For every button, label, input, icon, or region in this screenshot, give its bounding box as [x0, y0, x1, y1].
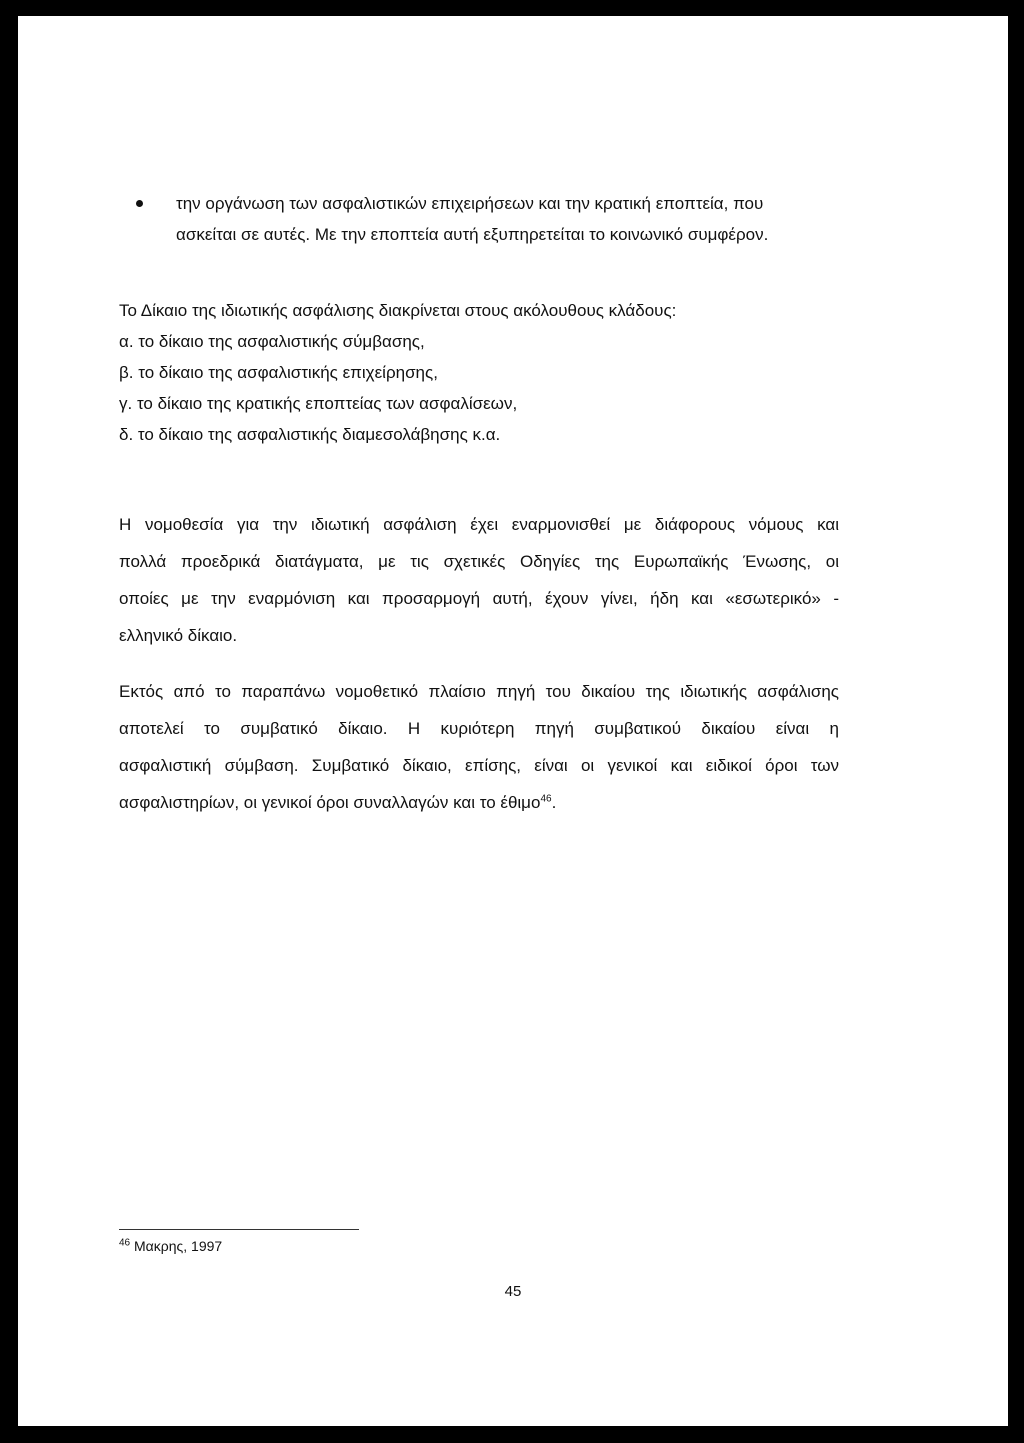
branches-list: [119, 295, 819, 450]
paragraph-line: ασφαλιστική σύμβαση. Συμβατικό δίκαιο, επίσης, είναι οι γενικοί και ειδικοί όροι των: [119, 756, 839, 775]
footnote-reference[interactable]: 46: [540, 793, 552, 805]
page-number: 45: [504, 1283, 522, 1300]
paragraph-legislation: [119, 506, 839, 654]
branch-item-d: δ. το δίκαιο της ασφαλιστικής διαμεσολάβησης κ.α.: [119, 425, 501, 444]
footnote-text: Μακρης, 1997: [134, 1238, 223, 1254]
paragraph-line: ελληνικό δίκαιο.: [119, 626, 238, 645]
branches-intro: Το Δίκαιο της ιδιωτικής ασφάλισης διακρίνεται στους ακόλουθους κλάδους:: [119, 301, 677, 320]
bullet-line-2: ασκείται σε αυτές. Με την εποπτεία αυτή εξυπηρετείται το κοινωνικό συμφέρον.: [176, 225, 769, 244]
branch-item-a: α. το δίκαιο της ασφαλιστικής σύμβασης,: [119, 332, 425, 351]
paragraph-line-text: ασφαλιστηρίων, οι γενικοί όροι συναλλαγών και το έθιμο: [119, 793, 541, 812]
bullet-line-1: την οργάνωση των ασφαλιστικών επιχειρήσεων και την κρατική εποπτεία, που: [176, 194, 764, 213]
paragraph-end-punctuation: .: [551, 793, 557, 812]
paragraph-line: πολλά προεδρικά διατάγματα, με τις σχετικές Οδηγίες της Ευρωπαϊκής Ένωσης, οι: [119, 552, 839, 571]
bullet-item: [176, 188, 856, 250]
footnote: [119, 1238, 222, 1254]
branch-item-b: β. το δίκαιο της ασφαλιστικής επιχείρησης,: [119, 363, 438, 382]
bullet-point-icon: [136, 200, 143, 207]
paragraph-line: Εκτός από το παραπάνω νομοθετικό πλαίσιο πηγή του δικαίου της ιδιωτικής ασφάλισης: [119, 682, 839, 701]
paragraph-last-line: [119, 784, 839, 821]
paragraph-line: Η νομοθεσία για την ιδιωτική ασφάλιση έχει εναρμονισθεί με διάφορους νόμους και: [119, 515, 839, 534]
footnote-number: 46: [119, 1237, 131, 1249]
document-page: [18, 16, 1008, 1426]
paragraph-contract-law: [119, 673, 839, 821]
paragraph-line: αποτελεί το συμβατικό δίκαιο. Η κυριότερη πηγή συμβατικού δικαίου είναι η: [119, 719, 839, 738]
footnote-separator: [119, 1229, 359, 1230]
paragraph-line: οποίες με την εναρμόνιση και προσαρμογή αυτή, έχουν γίνει, ήδη και «εσωτερικό» -: [119, 589, 839, 608]
branch-item-c: γ. το δίκαιο της κρατικής εποπτείας των ασφαλίσεων,: [119, 394, 518, 413]
